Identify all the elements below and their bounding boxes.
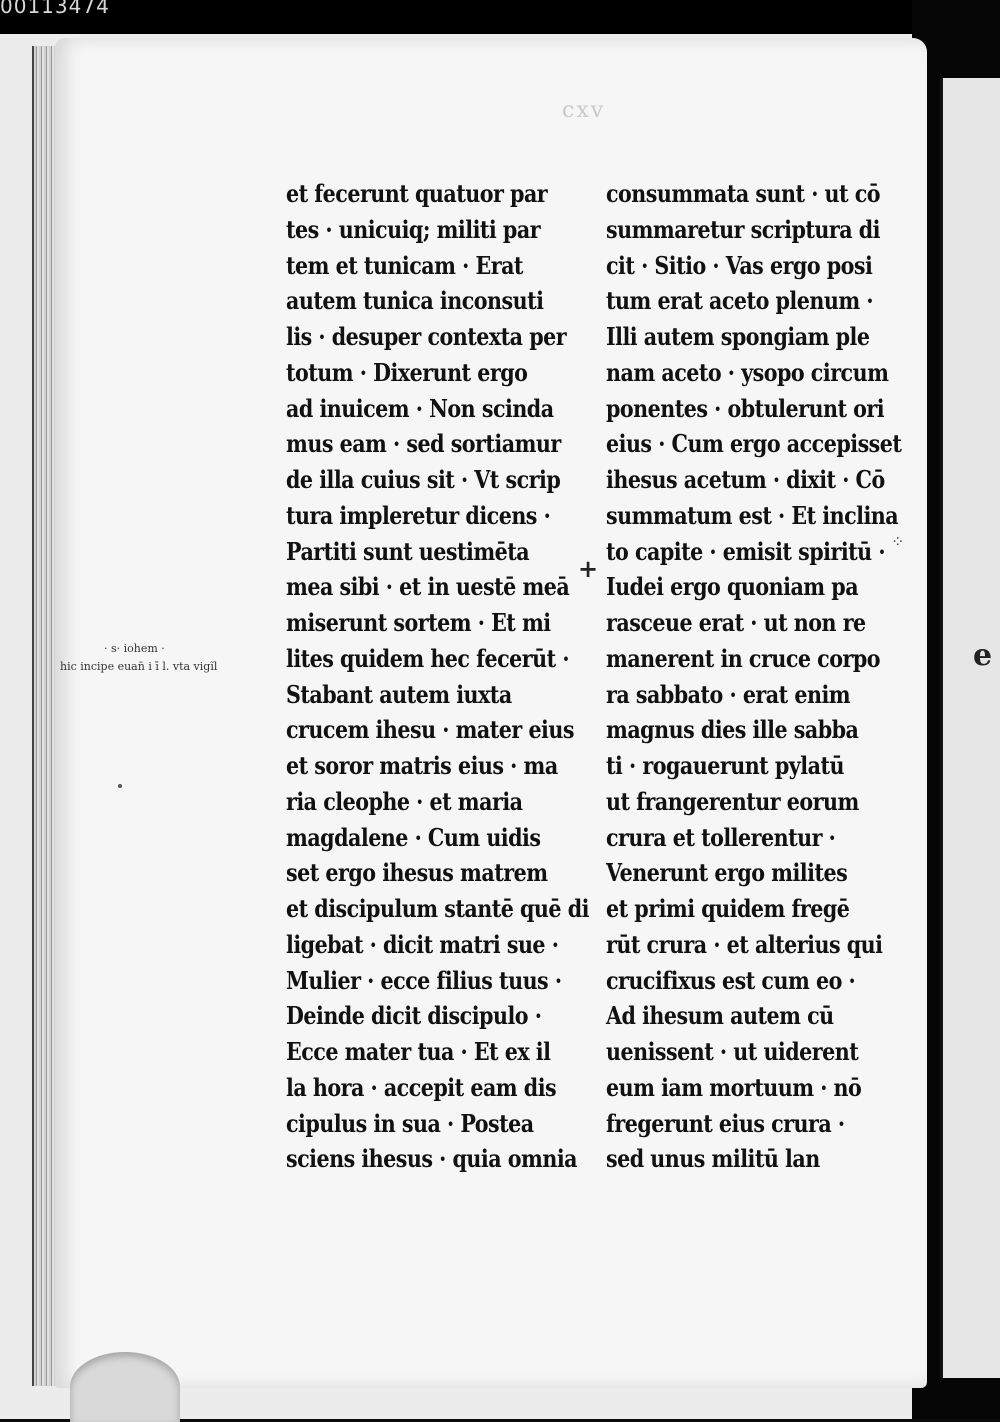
text-line: autem tunica inconsuti <box>286 286 544 316</box>
text-line: magnus dies ille sabba <box>606 715 859 745</box>
text-line: sed unus militū lan <box>606 1144 820 1174</box>
text-line: uenissent · ut uiderent <box>606 1037 859 1066</box>
text-line: cipulus in sua · Postea <box>286 1108 534 1138</box>
scan-top-bar <box>0 0 1000 34</box>
text-line: ponentes · obtulerunt ori <box>606 393 885 423</box>
text-line: ra sabbato · erat enim <box>606 679 851 709</box>
text-line: fregerunt eius crura · <box>606 1108 845 1138</box>
text-line: et primi quidem fregē <box>606 894 850 923</box>
text-line: tum erat aceto plenum · <box>606 286 873 316</box>
frame-id: 00113474 <box>0 0 110 18</box>
text-line: lis · desuper contexta per <box>286 322 567 351</box>
text-line: mea sibi · et in uestē meā <box>286 572 570 602</box>
text-line: et soror matris eius · ma <box>286 751 558 780</box>
text-line: Ad ihesum autem cū <box>606 1001 834 1031</box>
text-line: Stabant autem iuxta <box>286 679 512 709</box>
text-line: totum · Dixerunt ergo <box>286 357 528 387</box>
text-line: ut frangerentur eorum <box>606 786 859 816</box>
margin-mark: ⁘ <box>891 532 905 551</box>
text-line: tem et tunicam · Erat <box>286 250 523 280</box>
text-line: Mulier · ecce filius tuus · <box>286 965 562 995</box>
text-line: la hora · accepit eam dis <box>286 1072 557 1102</box>
text-line: ad inuicem · Non scinda <box>286 393 554 423</box>
text-column-right <box>606 176 902 1177</box>
text-line: rasceue erat · ut non re <box>606 608 866 637</box>
text-line: tura impleretur dicens · <box>286 500 551 530</box>
text-line: magdalene · Cum uidis <box>286 822 541 852</box>
text-line: consummata sunt · ut cō <box>606 179 881 208</box>
text-line: ligebat · dicit matri sue · <box>286 929 559 959</box>
text-line: set ergo ihesus matrem <box>286 858 548 888</box>
text-line: lites quidem hec fecerūt · <box>286 643 569 673</box>
text-line: tes · unicuiq; militi par <box>286 214 541 244</box>
text-line: sciens ihesus · quia omnia <box>286 1144 578 1174</box>
text-line: eius · Cum ergo accepisset <box>606 429 902 459</box>
text-line: nam aceto · ysopo circum <box>606 357 889 387</box>
text-line: Venerunt ergo milites <box>606 858 848 888</box>
text-line: de illa cuius sit · Vt scrip <box>286 465 561 494</box>
text-line: rūt crura · et alterius qui <box>606 929 883 959</box>
gloss-line-2: hic incipe euan̄ i ī l. vta vigĩl <box>60 660 218 673</box>
text-line: Illi autem spongiam ple <box>606 322 870 351</box>
text-line: ti · rogauerunt pylatū <box>606 751 844 780</box>
text-line: Ecce mater tua · Et ex il <box>286 1037 551 1066</box>
facing-page-letter: e <box>973 638 993 673</box>
text-line: Iudei ergo quoniam pa <box>606 572 859 602</box>
text-column-left <box>286 176 589 1177</box>
text-line: Deinde dicit discipulo · <box>286 1001 542 1031</box>
facing-page-edge <box>940 78 1000 1378</box>
text-line: crura et tollerentur · <box>606 822 836 852</box>
text-line: manerent in cruce corpo <box>606 643 880 673</box>
margin-gloss <box>60 640 260 676</box>
gloss-line-1: · s· iohem · <box>104 642 165 655</box>
text-line: crucifixus est cum eo · <box>606 965 856 995</box>
text-line: summaretur scriptura di <box>606 214 881 244</box>
text-line: crucem ihesu · mater eius <box>286 715 574 745</box>
text-line: cit · Sitio · Vas ergo posi <box>606 250 873 280</box>
text-line: ihesus acetum · dixit · Cō <box>606 465 885 494</box>
text-line: summatum est · Et inclina <box>606 500 899 530</box>
text-line: et fecerunt quatuor par <box>286 179 548 208</box>
text-line: miserunt sortem · Et mi <box>286 608 551 637</box>
text-line: et discipulum stantē quē di <box>286 894 589 923</box>
text-line: mus eam · sed sortiamur <box>286 429 561 459</box>
text-line: Partiti sunt uestimēta <box>286 536 530 566</box>
margin-dot <box>118 784 122 788</box>
folio-number: cxv <box>562 98 606 123</box>
text-line: ria cleophe · et maria <box>286 786 523 816</box>
cross-mark: + <box>578 554 599 583</box>
text-line: to capite · emisit spiritū · <box>606 536 885 566</box>
thumb <box>70 1352 180 1422</box>
text-line: eum iam mortuum · nō <box>606 1072 862 1102</box>
